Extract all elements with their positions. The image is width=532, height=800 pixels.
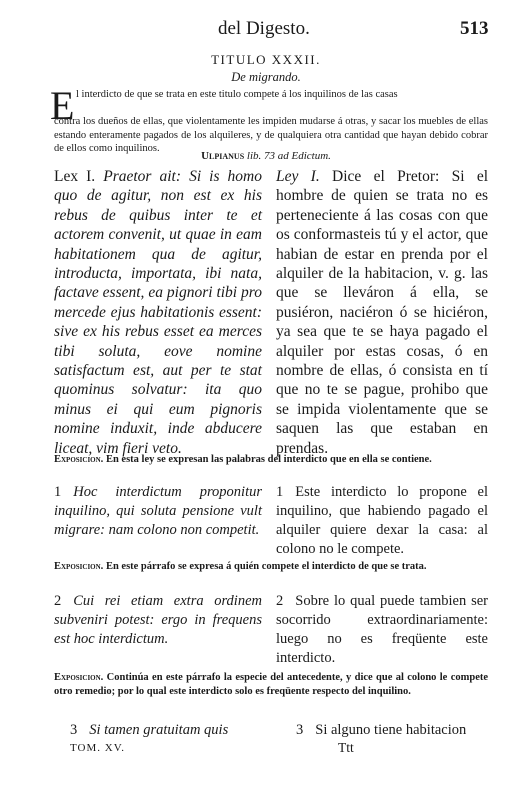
exposicion-text: En esta ley se expresan las palabras del interdicto que en ella se contiene. [105, 454, 432, 465]
lex-1-spanish-text: Dice el Pretor: Si el hombre de quien se trata no es perteneciente á las cosas con que os conformasteis tú y el actor, que habian de estar en prenda por el alquiler de la habitacion, v. g. las que se lleváron á ella, se pusiéron, naciéron ó se hiciéron, ya sea que te se haya pagado el alquiler por estas cosas, ó en nombre de ellas, ó consista en tí que no te se pague, prohibo que se impida violentamente que se saquen las que estaban en prendas. [276, 168, 489, 457]
paragraph-number: 1 [276, 484, 284, 500]
paragraph-3-latin-text: Si tamen gratuitam quis [89, 722, 229, 738]
paragraph-3-latin [70, 722, 228, 739]
paragraph-1-latin [54, 483, 262, 540]
exposicion-3 [54, 671, 488, 698]
paragraph-3-spanish-text: Si alguno tiene habitacion [315, 722, 467, 738]
paragraph-1-latin-text: Hoc interdictum proponitur inquilino, qui soluta pensione vult migrare: nam colono non competit. [54, 484, 262, 538]
lex-1-latin-text: Praetor ait: Si is homo quo de agitur, non est ex his rebus de quibus inter te et actorem convenit, ut quae in eam habitationem qua de agitur, introducta, importata, ibi nata, factave essent, ea pignori tibi pro mercede ejus habitationis essent: sive ex his rebus esset ea merces tibi soluta, eove nomine satisfactum est, aut per te stat quominus solvatur: ita quo minus ei qui eum pignoris nomine induxit, inde abducere liceat, vim fieri veto. [54, 168, 262, 457]
paragraph-number: 2 [54, 593, 62, 609]
exposicion-1 [54, 453, 488, 467]
exposicion-label: Exposicion. [54, 561, 104, 572]
intro-line-1: l interdicto de que se trata en este titulo compete á los inquilinos de las casas [76, 89, 398, 100]
lex-1-latin [54, 167, 262, 458]
paragraph-2-spanish-text: Sobre lo qual puede tambien ser socorrido extraordinariamente: luego no es freqüente este interdicto. [276, 593, 488, 666]
exposicion-label: Exposicion. [54, 672, 104, 683]
exposicion-2 [54, 560, 488, 574]
paragraph-2-spanish [276, 592, 488, 668]
intro-text: contra los dueños de ellas, que violentamente les impiden mudarse á otras, y sacar los muebles de ellas estando enteramente pagados de los alquileres, y de qualquiera otra cantidad que hayan debido cobrar de ellos como inquilinos. [54, 116, 488, 154]
page-number: 513 [460, 18, 489, 39]
paragraph-number: 2 [276, 593, 284, 609]
section-title: TITULO XXXII. [211, 52, 321, 67]
lex-1-latin-label: Lex I. [54, 168, 96, 185]
paragraph-number: 3 [70, 722, 78, 738]
source-reference: lib. 73 ad Edictum. [244, 150, 331, 162]
section-subtitle: De migrando. [231, 70, 301, 84]
paragraph-1-spanish-text: Este interdicto lo propone el inquilino, que habiendo pagado el alquiler quiere dexar la casa: al colono no le compete. [276, 484, 488, 557]
source-author: Ulpianus [201, 150, 245, 162]
volume-mark: TOM. XV. [70, 742, 125, 754]
paragraph-2-latin [54, 592, 262, 649]
source-citation [0, 150, 532, 162]
paragraph-number: 3 [296, 722, 304, 738]
lex-1-spanish [276, 167, 488, 458]
exposicion-text: Continúa en este párrafo la especie del antecedente, y dice que al colono le compete otro remedio; por lo qual este interdicto solo es freqüente respecto del inquilino. [54, 672, 489, 697]
exposicion-label: Exposicion. [54, 454, 104, 465]
paragraph-3-spanish [296, 722, 466, 739]
paragraph-2-latin-text: Cui rei etiam extra ordinem subveniri potest: ergo in frequens est hoc interdictum. [54, 593, 262, 647]
lex-1-spanish-label: Ley I. [276, 168, 320, 185]
signature-mark: Ttt [338, 740, 354, 755]
drop-cap: E [50, 83, 75, 128]
page-header [0, 18, 532, 44]
paragraph-1-spanish [276, 483, 488, 559]
exposicion-text: En este párrafo se expresa á quién compete el interdicto de que se trata. [105, 561, 427, 572]
paragraph-number: 1 [54, 484, 62, 500]
running-title: del Digesto. [218, 18, 310, 39]
